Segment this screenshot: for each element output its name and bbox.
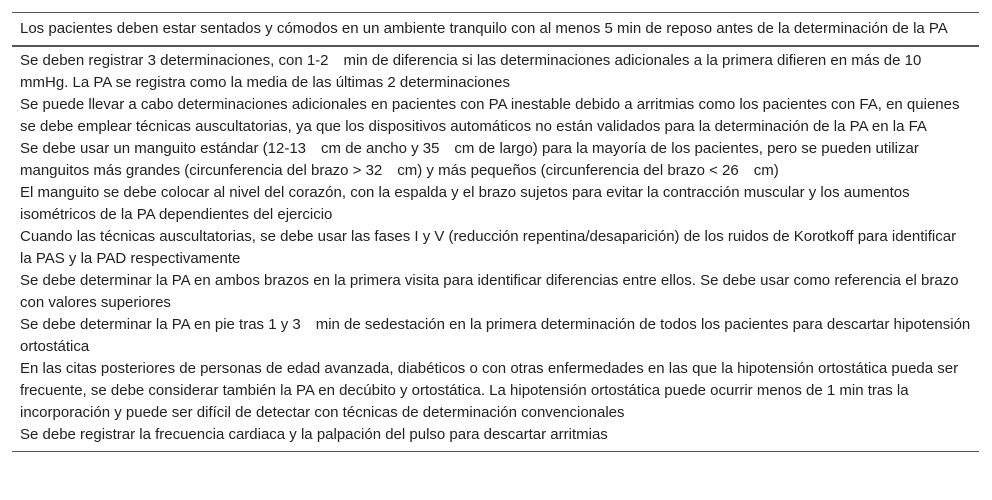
- table-row: [12, 13, 979, 47]
- table-row: [12, 226, 979, 270]
- table-row: [12, 314, 979, 358]
- table-cell: En las citas posteriores de personas de edad avanzada, diabéticos o con otras enfermedades en las que la hipotensión ortostática pueda ser frecuente, se debe considerar también la PA en decúbito y ortostática. La hipotensión ortostática puede ocurrir menos de 1 min tras la incorporación y puede ser difícil de detectar con técnicas de determinación convencionales: [20, 360, 959, 421]
- table-row: [12, 138, 979, 182]
- recommendations-table-container: [12, 12, 979, 452]
- table-row: [12, 358, 979, 424]
- table-cell: Se puede llevar a cabo determinaciones adicionales en pacientes con PA inestable debido a arritmias como los pacientes con FA, en quienes se debe emplear técnicas auscultatorias, ya que los dispositivos automáticos no están validados para la determinación de la PA en la FA: [20, 96, 960, 135]
- table-row: [12, 270, 979, 314]
- table-row: [12, 182, 979, 226]
- table-cell: Se debe registrar la frecuencia cardiaca y la palpación del pulso para descartar arritmias: [12, 424, 979, 452]
- table-cell: El manguito se debe colocar al nivel del corazón, con la espalda y el brazo sujetos para evitar la contracción muscular y los aumentos isométricos de la PA dependientes del ejercicio: [20, 184, 910, 223]
- table-cell: Se debe usar un manguito estándar (12-13 cm de ancho y 35 cm de largo) para la mayoría de los pacientes, pero se pueden utilizar manguitos más grandes (circunferencia del brazo > 32 cm) y más pequeños (circunferencia del brazo < 26 cm): [20, 140, 919, 179]
- table-row: [12, 424, 979, 452]
- table-row: [12, 94, 979, 138]
- table-cell: Cuando las técnicas auscultatorias, se debe usar las fases I y V (reducción repentina/desaparición) de los ruidos de Korotkoff para identificar la PAS y la PAD respectivamente: [20, 228, 957, 267]
- table-cell: Se debe determinar la PA en pie tras 1 y 3 min de sedestación en la primera determinación de todos los pacientes para descartar hipotensión ortostática: [20, 316, 971, 355]
- table-body: [12, 13, 979, 452]
- table-cell: Los pacientes deben estar sentados y cómodos en un ambiente tranquilo con al menos 5 min de reposo antes de la determinación de la PA: [12, 13, 979, 47]
- table-cell: Se deben registrar 3 determinaciones, con 1-2 min de diferencia si las determinaciones adicionales a la primera difieren en más de 10 mmHg. La PA se registra como la media de las últimas 2 determinaciones: [20, 52, 922, 91]
- table-row: [12, 46, 979, 94]
- recommendations-table: [12, 12, 979, 452]
- table-cell: Se debe determinar la PA en ambos brazos en la primera visita para identificar diferencias entre ellos. Se debe usar como referencia el brazo con valores superiores: [20, 272, 959, 311]
